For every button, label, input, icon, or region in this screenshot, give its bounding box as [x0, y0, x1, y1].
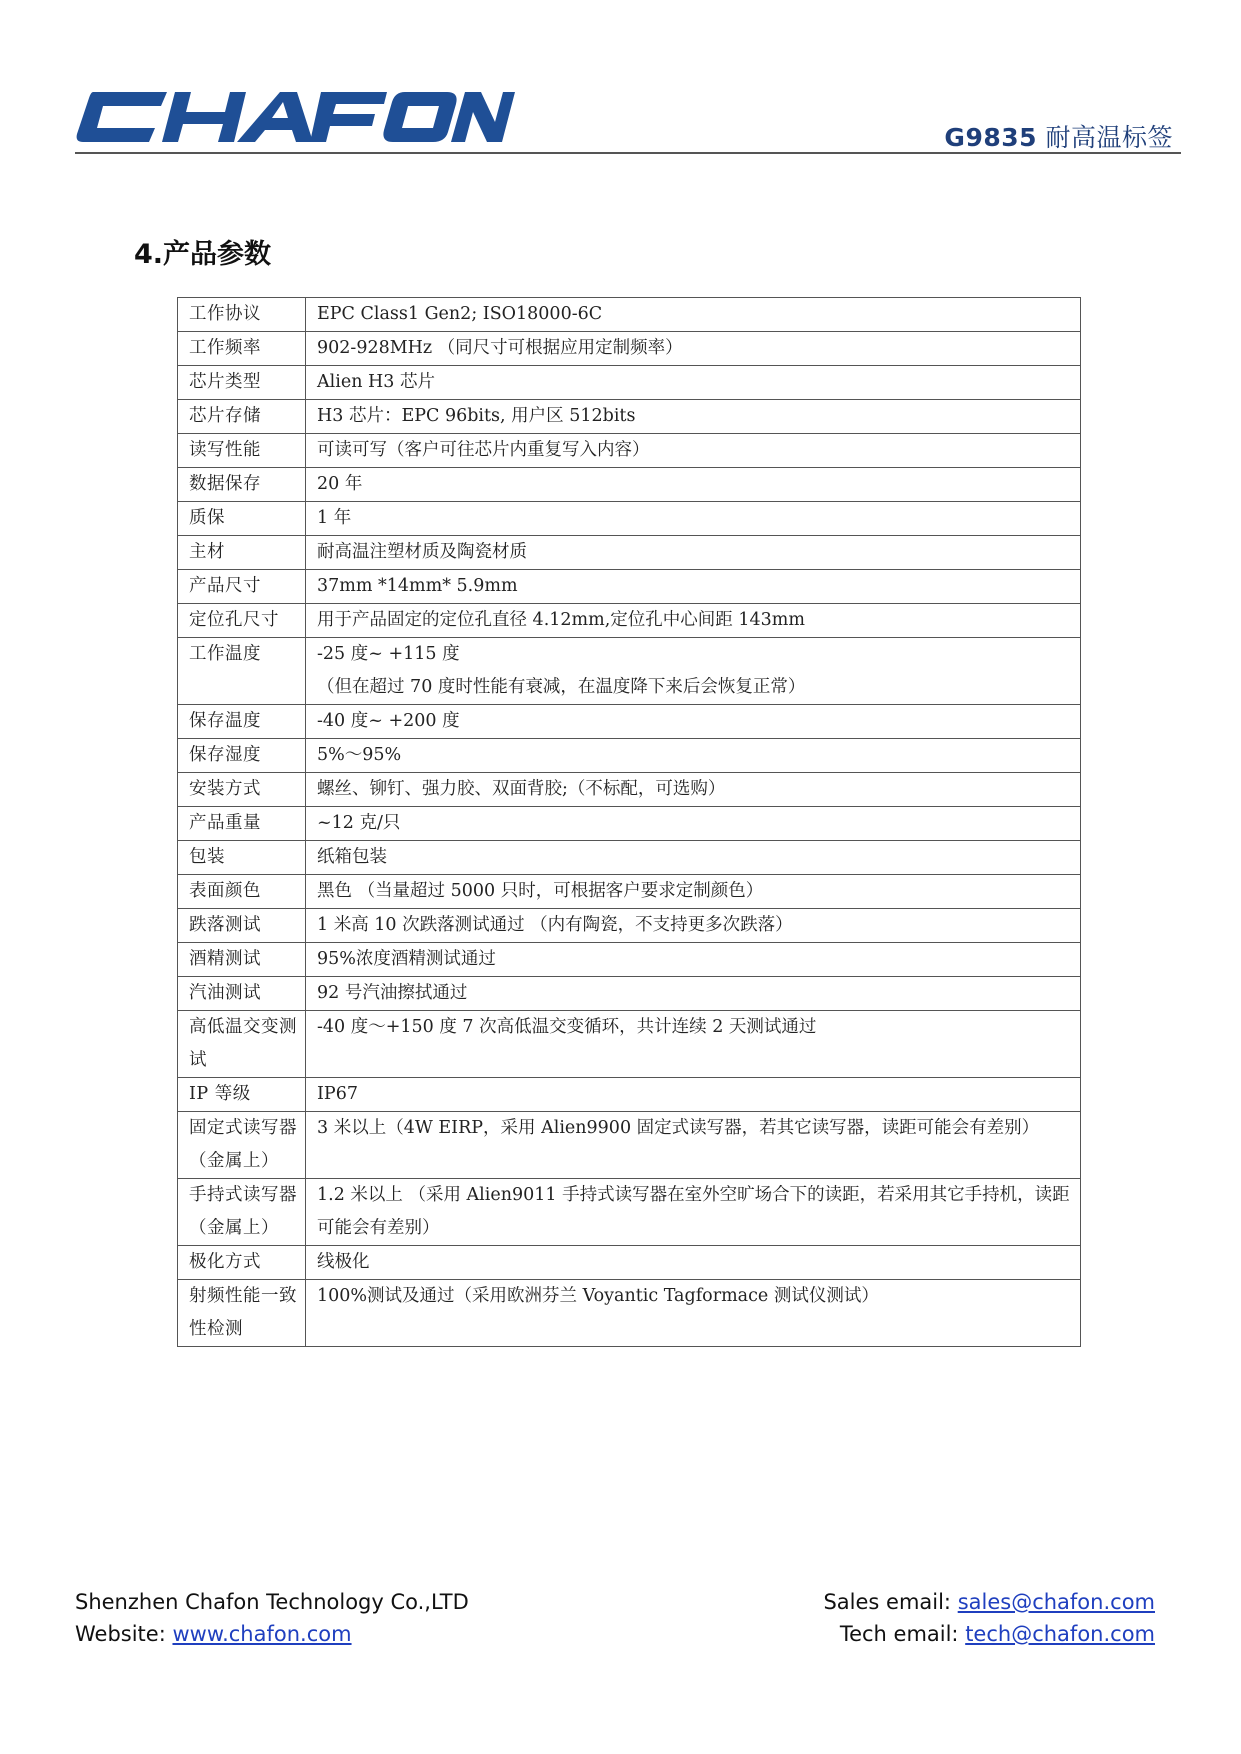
spec-value-text: 1 米高 10 次跌落测试通过 （内有陶瓷，不支持更多次跌落）: [317, 915, 793, 935]
tech-email-label: Tech email:: [839, 1622, 966, 1646]
table-row: [178, 1280, 1081, 1347]
spec-value-text: -40 度~ +200 度: [317, 711, 460, 731]
spec-label: 酒精测试: [178, 943, 306, 977]
table-row: [178, 1112, 1081, 1179]
table-row: [178, 977, 1081, 1011]
spec-label: 定位孔尺寸: [178, 604, 306, 638]
spec-label: 读写性能: [178, 434, 306, 468]
section-title: 4.产品参数: [134, 239, 272, 270]
spec-value-text: 用于产品固定的定位孔直径 4.12mm,定位孔中心间距 143mm: [317, 610, 805, 630]
table-row: [178, 536, 1081, 570]
table-row: [178, 841, 1081, 875]
table-row: [178, 604, 1081, 638]
sales-email-label: Sales email:: [823, 1590, 958, 1614]
product-model: G9835: [944, 123, 1038, 152]
spec-label: 包装: [178, 841, 306, 875]
table-row: [178, 773, 1081, 807]
table-row: [178, 570, 1081, 604]
spec-table: [177, 297, 1081, 1347]
spec-value: [306, 977, 1081, 1011]
spec-value: [306, 773, 1081, 807]
table-row: [178, 502, 1081, 536]
spec-value: [306, 434, 1081, 468]
spec-value: [306, 841, 1081, 875]
footer-right: [823, 1586, 1155, 1650]
spec-label: 芯片存储: [178, 400, 306, 434]
product-name: 耐高温标签: [1045, 123, 1173, 152]
table-row: [178, 298, 1081, 332]
spec-value: [306, 638, 1081, 705]
spec-label: 跌落测试: [178, 909, 306, 943]
table-row: [178, 400, 1081, 434]
sales-email-line: [823, 1586, 1155, 1618]
spec-value-text: ~12 克/只: [317, 813, 401, 833]
tech-email-line: [823, 1618, 1155, 1650]
spec-value-text: 5%～95%: [317, 745, 402, 765]
spec-value: [306, 1078, 1081, 1112]
spec-value: [306, 298, 1081, 332]
table-row: [178, 434, 1081, 468]
spec-value: [306, 1280, 1081, 1347]
spec-value-text: 20 年: [317, 474, 363, 494]
spec-value-text: EPC Class1 Gen2; ISO18000-6C: [317, 304, 603, 324]
header-divider: [75, 152, 1181, 154]
document-title: [944, 118, 1173, 154]
spec-label: 保存湿度: [178, 739, 306, 773]
footer-left: [75, 1586, 469, 1650]
spec-value-text: 耐高温注塑材质及陶瓷材质: [317, 542, 527, 562]
spec-value-text: 1 年: [317, 508, 352, 528]
spec-value: [306, 332, 1081, 366]
spec-value-text: 黑色 （当量超过 5000 只时，可根据客户要求定制颜色）: [317, 881, 764, 901]
spec-label: 工作协议: [178, 298, 306, 332]
spec-value: [306, 1112, 1081, 1179]
spec-label: 工作温度: [178, 638, 306, 705]
spec-table-body: [178, 298, 1081, 1347]
spec-value-text: H3 芯片：EPC 96bits, 用户区 512bits: [317, 406, 636, 426]
spec-value-text: 1.2 米以上 （采用 Alien9011 手持式读写器在室外空旷场合下的读距，若采用其它手持机，读距可能会有差别）: [317, 1185, 1070, 1238]
table-row: [178, 1078, 1081, 1112]
spec-value: [306, 536, 1081, 570]
spec-value: [306, 1246, 1081, 1280]
spec-value: [306, 400, 1081, 434]
website-label: Website:: [75, 1622, 173, 1646]
spec-value-text: 线极化: [317, 1252, 370, 1272]
tech-email-link[interactable]: tech@chafon.com: [965, 1622, 1155, 1646]
spec-value: [306, 943, 1081, 977]
spec-value: [306, 739, 1081, 773]
spec-label: 射频性能一致性检测: [178, 1280, 306, 1347]
spec-value: [306, 909, 1081, 943]
spec-value-text: 95%浓度酒精测试通过: [317, 949, 496, 969]
spec-value: [306, 502, 1081, 536]
table-row: [178, 1246, 1081, 1280]
spec-value-text: 37mm *14mm* 5.9mm: [317, 576, 518, 596]
spec-value-text: 100%测试及通过（采用欧洲芬兰 Voyantic Tagformace 测试仪测试）: [317, 1286, 879, 1306]
spec-label: 极化方式: [178, 1246, 306, 1280]
table-row: [178, 705, 1081, 739]
spec-label: 安装方式: [178, 773, 306, 807]
company-name: Shenzhen Chafon Technology Co.,LTD: [75, 1590, 469, 1614]
website-link[interactable]: www.chafon.com: [172, 1622, 352, 1646]
spec-label: 高低温交变测试: [178, 1011, 306, 1078]
spec-label: 表面颜色: [178, 875, 306, 909]
spec-value-text: IP67: [317, 1084, 358, 1104]
spec-label: 质保: [178, 502, 306, 536]
spec-value-text: -25 度~ +115 度: [317, 644, 460, 664]
spec-value-text: Alien H3 芯片: [317, 372, 435, 392]
spec-label: 数据保存: [178, 468, 306, 502]
table-row: [178, 1179, 1081, 1246]
spec-value-note: （但在超过 70 度时性能有衰减，在温度降下来后会恢复正常）: [317, 677, 806, 697]
spec-label: 手持式读写器（金属上）: [178, 1179, 306, 1246]
spec-value-text: 纸箱包装: [317, 847, 387, 867]
spec-label: 主材: [178, 536, 306, 570]
spec-value-text: 3 米以上（4W EIRP，采用 Alien9900 固定式读写器，若其它读写器，读距可能会有差别）: [317, 1118, 1040, 1138]
spec-value-text: 可读可写（客户可往芯片内重复写入内容）: [317, 440, 650, 460]
spec-value-text: 螺丝、铆钉、强力胶、双面背胶;（不标配，可选购）: [317, 779, 726, 799]
spec-value: [306, 1179, 1081, 1246]
table-row: [178, 909, 1081, 943]
spec-value-text: -40 度～+150 度 7 次高低温交变循环，共计连续 2 天测试通过: [317, 1017, 817, 1037]
spec-label: 汽油测试: [178, 977, 306, 1011]
spec-value: [306, 705, 1081, 739]
website-line: [75, 1618, 469, 1650]
spec-label: 产品尺寸: [178, 570, 306, 604]
table-row: [178, 1011, 1081, 1078]
table-row: [178, 332, 1081, 366]
spec-value: [306, 875, 1081, 909]
table-row: [178, 739, 1081, 773]
spec-label: 固定式读写器（金属上）: [178, 1112, 306, 1179]
table-row: [178, 943, 1081, 977]
spec-value: [306, 604, 1081, 638]
spec-value-text: 902-928MHz （同尺寸可根据应用定制频率）: [317, 338, 683, 358]
sales-email-link[interactable]: sales@chafon.com: [957, 1590, 1155, 1614]
spec-label: 芯片类型: [178, 366, 306, 400]
chafon-logo: [75, 84, 515, 150]
spec-label: 保存温度: [178, 705, 306, 739]
page-header: [75, 84, 1181, 154]
spec-value: [306, 468, 1081, 502]
spec-value: [306, 807, 1081, 841]
table-row: [178, 875, 1081, 909]
spec-label: 产品重量: [178, 807, 306, 841]
table-row: [178, 468, 1081, 502]
table-row: [178, 807, 1081, 841]
table-row: [178, 638, 1081, 705]
table-row: [178, 366, 1081, 400]
spec-value: [306, 570, 1081, 604]
spec-value-text: 92 号汽油擦拭通过: [317, 983, 468, 1003]
spec-value: [306, 366, 1081, 400]
spec-value: [306, 1011, 1081, 1078]
spec-label: IP 等级: [178, 1078, 306, 1112]
spec-label: 工作频率: [178, 332, 306, 366]
